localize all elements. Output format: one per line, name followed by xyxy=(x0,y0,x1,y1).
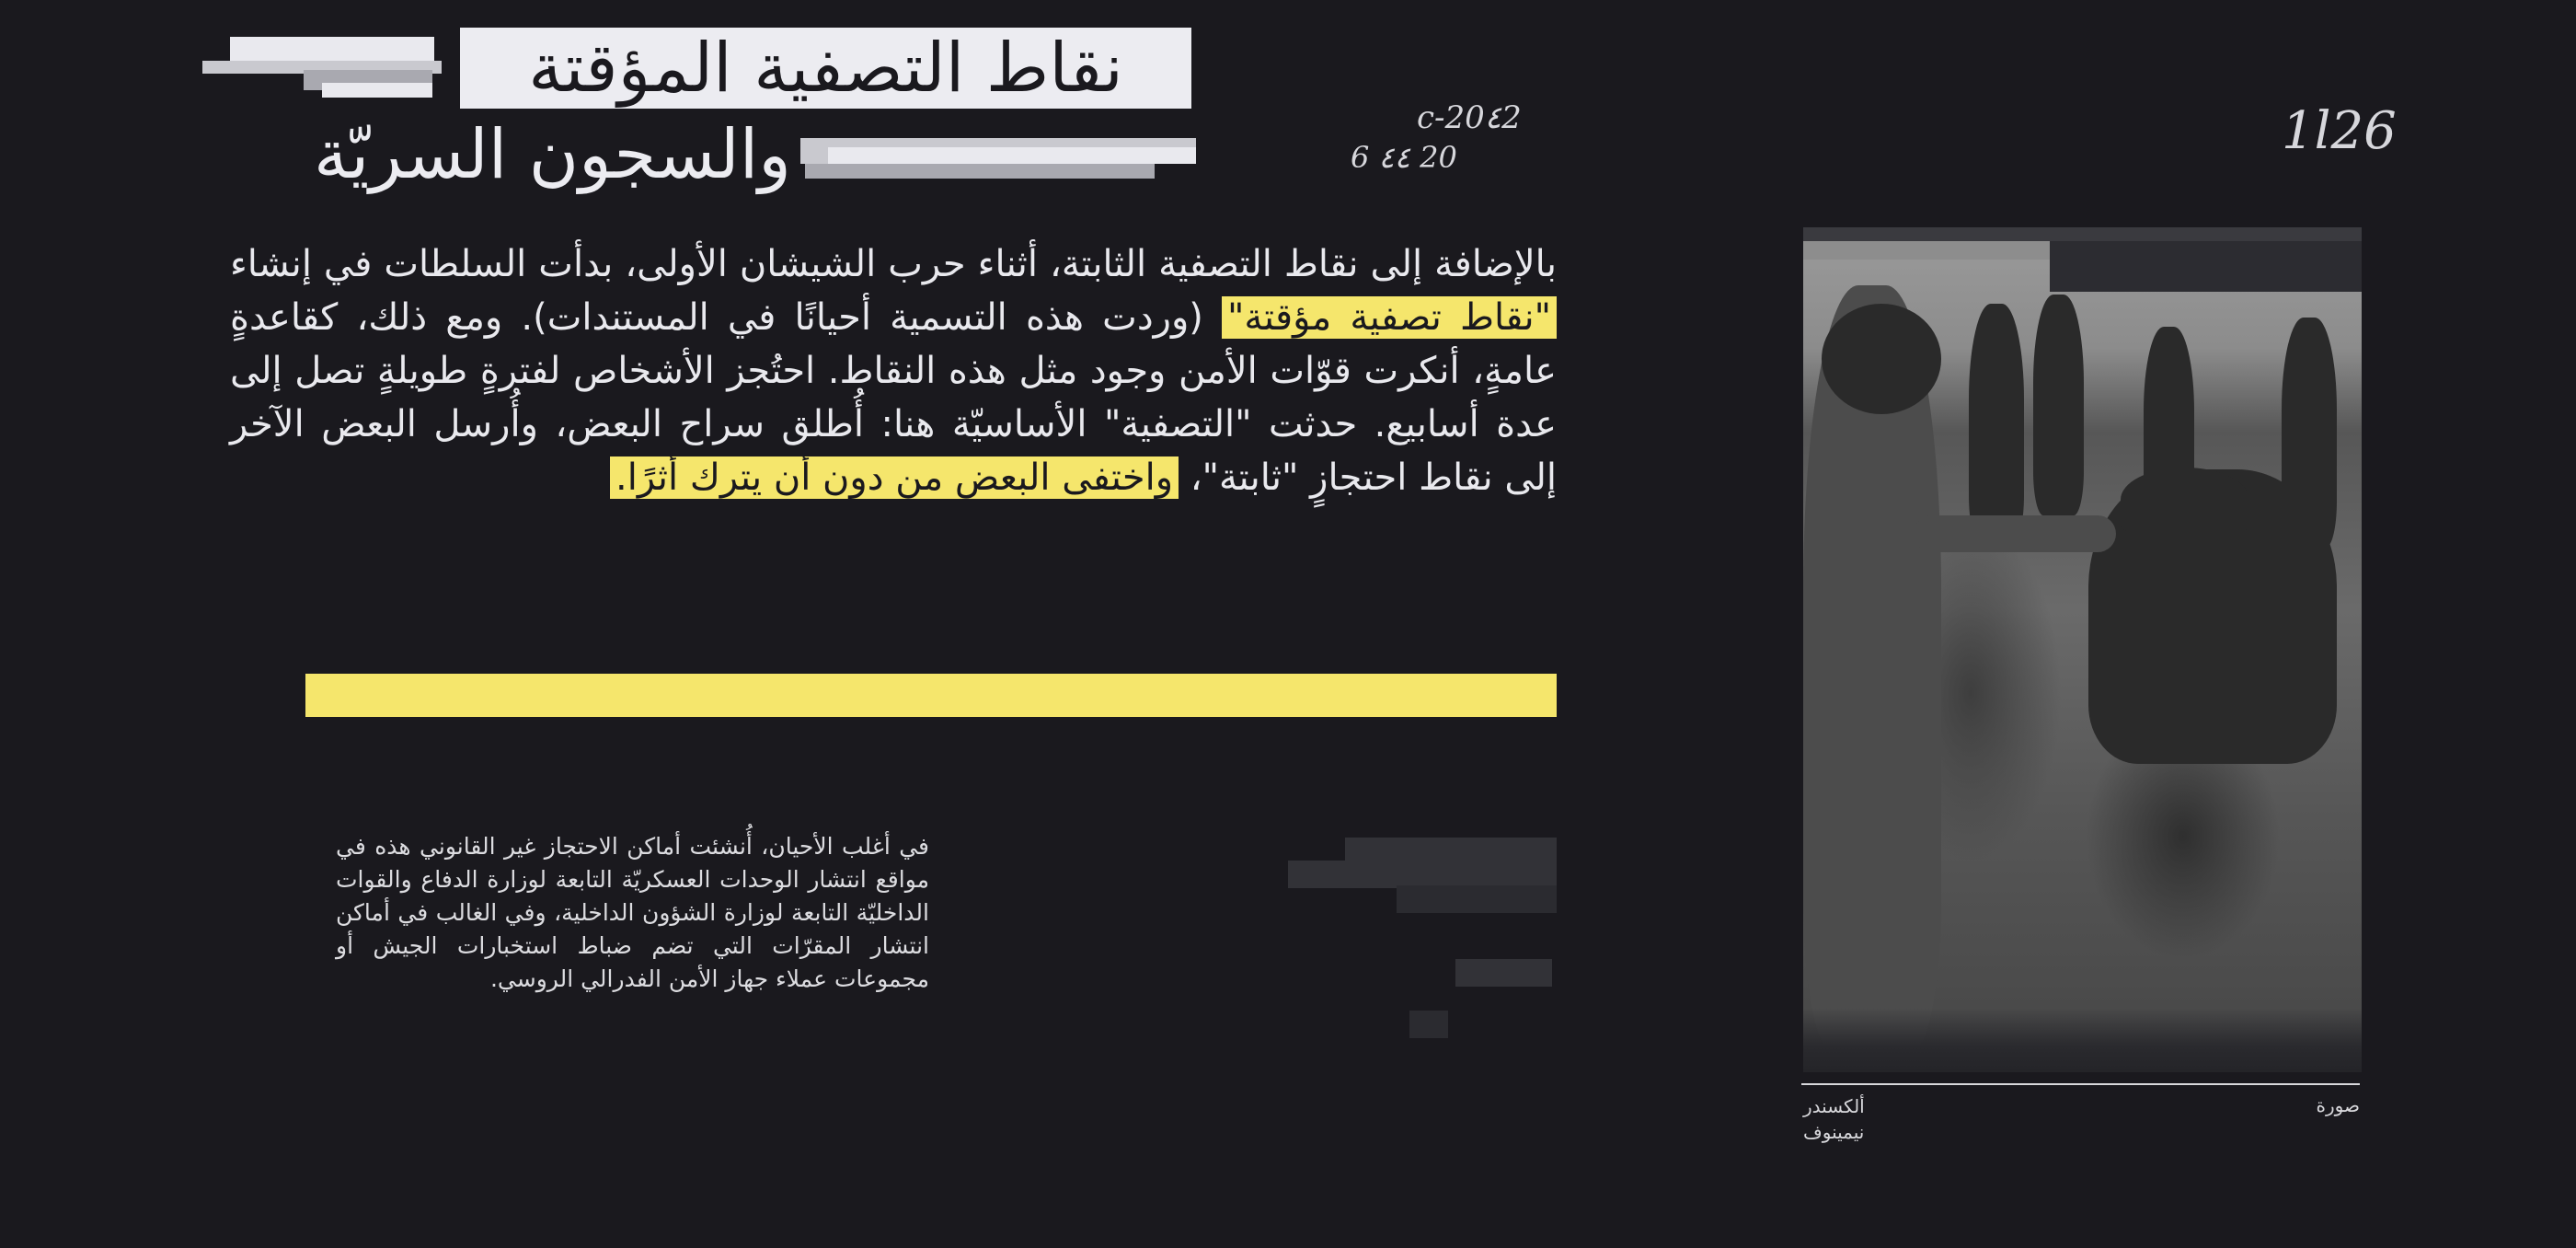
main-paragraph xyxy=(230,237,1557,504)
paragraph-text-part1: بالإضافة إلى نقاط التصفية الثابتة، أثناء حرب الشيشان الأولى، بدأت السلطات في إنشاء xyxy=(230,243,1557,285)
grey-redaction-block xyxy=(1455,959,1552,987)
photo-figure xyxy=(2282,318,2337,548)
highlight-disappeared: واختفى البعض من دون أن يترك أثرًا. xyxy=(610,456,1179,499)
title-redaction-strip xyxy=(805,164,1155,179)
photo-figure xyxy=(1822,304,1941,414)
paragraph-text-part2: (وردت هذه التسمية أحيانًا في المستندات). ومع ذلك، كقاعدةٍ عامةٍ، أنكرت قوّات الأمن وجود مثل هذه النقاط. احتُجز الأشخاص لفترةٍ طويلةٍ تصل إلى عدة أسابيع. حدثت "التصفية" الأساسيّة هنا: أُطلق سراح البعض، وأُرسل البعض الآخر إلى نقاط احتجازٍ "ثابتة"، xyxy=(230,296,1557,499)
handwritten-note-top: 20٤2-c xyxy=(1417,99,1522,136)
photo-credit-last-name: نيمينوف xyxy=(1803,1121,1865,1143)
handwritten-note-corner: 1l26 xyxy=(2282,101,2397,161)
photo-credit-name xyxy=(1803,1093,1923,1145)
yellow-redaction-bar xyxy=(305,674,1557,717)
handwritten-note-bottom: 20 ٤٤ 6 xyxy=(1351,140,1457,175)
page-title-line1: نقاط التصفية المؤقتة xyxy=(460,28,1191,109)
page-title-line2: والسجون السريّة xyxy=(314,115,791,194)
title-redaction-strip xyxy=(828,147,1196,164)
caption-divider xyxy=(1801,1083,2360,1085)
grey-redaction-block xyxy=(1409,1011,1448,1038)
photo-figure xyxy=(1914,515,2116,552)
highlight-temporary-points: "نقاط تصفية مؤقتة" xyxy=(1222,296,1557,339)
grey-redaction-block xyxy=(1397,885,1557,913)
photo-top-redaction xyxy=(2050,241,2362,292)
photo-top-redaction xyxy=(1803,241,2052,260)
photo-bottom-fade xyxy=(1803,1008,2362,1072)
photo-figure xyxy=(2033,295,2084,515)
photo-figure xyxy=(2144,327,2194,538)
soldiers-photo xyxy=(1803,230,2362,1072)
grey-redaction-block xyxy=(1288,861,1557,888)
photo-credit-first-name: ألكسندر xyxy=(1803,1095,1865,1117)
photo-credit-label: صورة xyxy=(2316,1094,2360,1116)
sidebar-paragraph: في أغلب الأحيان، أُنشئت أماكن الاحتجاز غير القانوني هذه في مواقع انتشار الوحدات العسكريّة التابعة لوزارة الدفاع والقوات الداخليّة التابعة لوزارة الشؤون الداخلية، وفي الغالب في أماكن انتشار المقرّات التي تضم ضباط استخبارات الجيش أو مجموعات عملاء جهاز الأمن الفدرالي الروسي. xyxy=(336,833,929,992)
title-redaction-strip xyxy=(322,83,432,98)
photo-figure xyxy=(1969,304,2024,543)
